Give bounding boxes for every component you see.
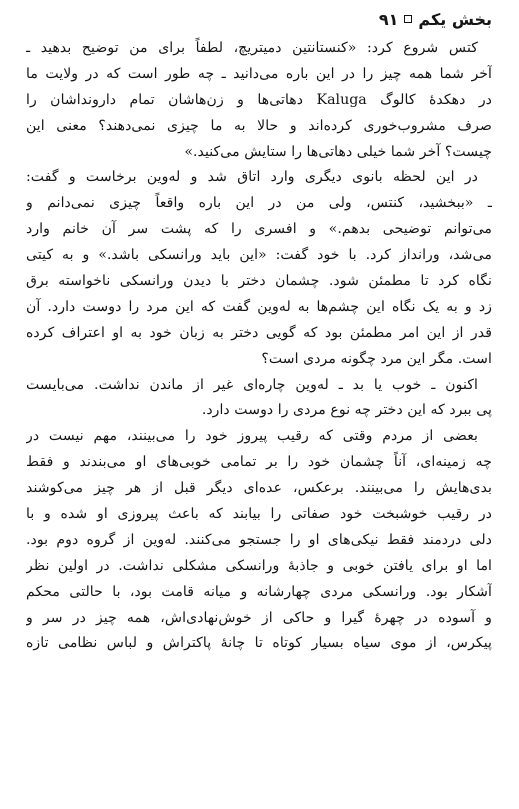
page-number: ۹۱	[378, 9, 399, 29]
text-line: در این لحظه بانوی دیگری وارد اتاق شد و له‌وین برخاست و گفت:	[26, 169, 478, 186]
text-line: اما او برای یافتن خوبی و جاذبهٔ ورانسکی مشکلی نداشت. در اولین نظر	[26, 557, 492, 574]
text-line: بدی‌هایش را می‌بینند. برعکس، عده‌ای دیگر قبل از هر چیز می‌کوشند	[26, 480, 492, 497]
text-line: چه زمینه‌ای، آناً چشمان خود را بر تمامی خوبی‌های او می‌بندند و فقط	[26, 454, 492, 471]
text-line: کتس شروع کرد: «کنستانتین دمیتریچ، لطفاً برای من توضیح بدهید ـ	[26, 40, 478, 56]
text-line: پیکرس، از موی سیاه بسیار کوتاه تا چانهٔ پاکتراش و لباس نظامی تازه	[26, 635, 492, 652]
text-line: در رقیب خوشبخت خود صفاتی را بیابند که باعث پیروزی او شده و با	[26, 506, 492, 523]
paragraph-3	[26, 373, 492, 425]
text-line: پی ببرد که این دختر چه نوع مردی را دوست دارد.	[201, 402, 492, 419]
paragraph-4	[26, 424, 492, 657]
page-header	[27, 4, 492, 34]
text-line: می‌توانم توضیحی بدهم.» و افسری را که پشت سر آن خانم وارد	[26, 221, 492, 238]
text-line: است. مگر این مرد چگونه مردی است؟	[261, 350, 492, 367]
paragraph-1	[26, 36, 492, 165]
text-line: اکنون ـ خوب یا بد ـ له‌وین چاره‌ای غیر از ماندن نداشت. می‌بایست	[26, 376, 478, 393]
section-title: بخش یکم	[418, 9, 492, 29]
page-body	[26, 36, 492, 657]
text-line: قدر از این امر مطمئن بود که گویی دختر به زبان خود به او اعتراف کرده	[26, 324, 492, 341]
text-line: صرف مشروب‌خوری کرده‌اند و حالا به ما چیزی نمی‌دهند؟ معنی این	[26, 117, 492, 134]
text-line: نگاه کرد تا مطمئن شود. چشمان دختر با دیدن ورانسکی ناخواسته برق	[26, 273, 492, 290]
text-line: در دهکدهٔ کالوگ Kaluga دهاتی‌ها و زن‌هاشان تمام دارونداشان را	[26, 91, 492, 108]
text-line: دلی دردمند فقط نیکی‌های او را جستجو می‌کنند. له‌وین از گروه دوم بود.	[26, 531, 492, 548]
text-line: می‌شد، ورانداز کرد. با خود گفت: «این باید ورانسکی باشد.» و به کیتی	[26, 247, 492, 264]
text-line: زد و به یک نگاه این چشم‌ها به له‌وین گفت که این مرد را دوست دارد. آن	[26, 298, 492, 315]
text-line: بعضی از مردم وقتی که رقیب پیروز خود را می‌بینند، مهم نیست در	[26, 428, 478, 445]
text-line: و آسوده در چهرهٔ گیرا و حاکی از خوش‌نهادی‌اش، همه چیز در سر و	[26, 609, 492, 626]
text-line: چیست؟ آخر شما خیلی دهاتی‌ها را ستایش می‌کنید.»	[184, 143, 492, 160]
text-line: آخر شما همه چیز را در این باره می‌دانید ـ چه طور است که در ولایت ما	[26, 65, 492, 82]
text-line: آشکار بود. ورانسکی مردی چهارشانه و میانه قامت بود، با حالتی محکم	[26, 583, 492, 600]
text-line: ـ «ببخشید، کنتس، ولی من در این باره واقعاً چیزی نمی‌دانم و	[26, 195, 492, 212]
square-separator-icon	[404, 15, 412, 23]
paragraph-2	[26, 165, 492, 372]
